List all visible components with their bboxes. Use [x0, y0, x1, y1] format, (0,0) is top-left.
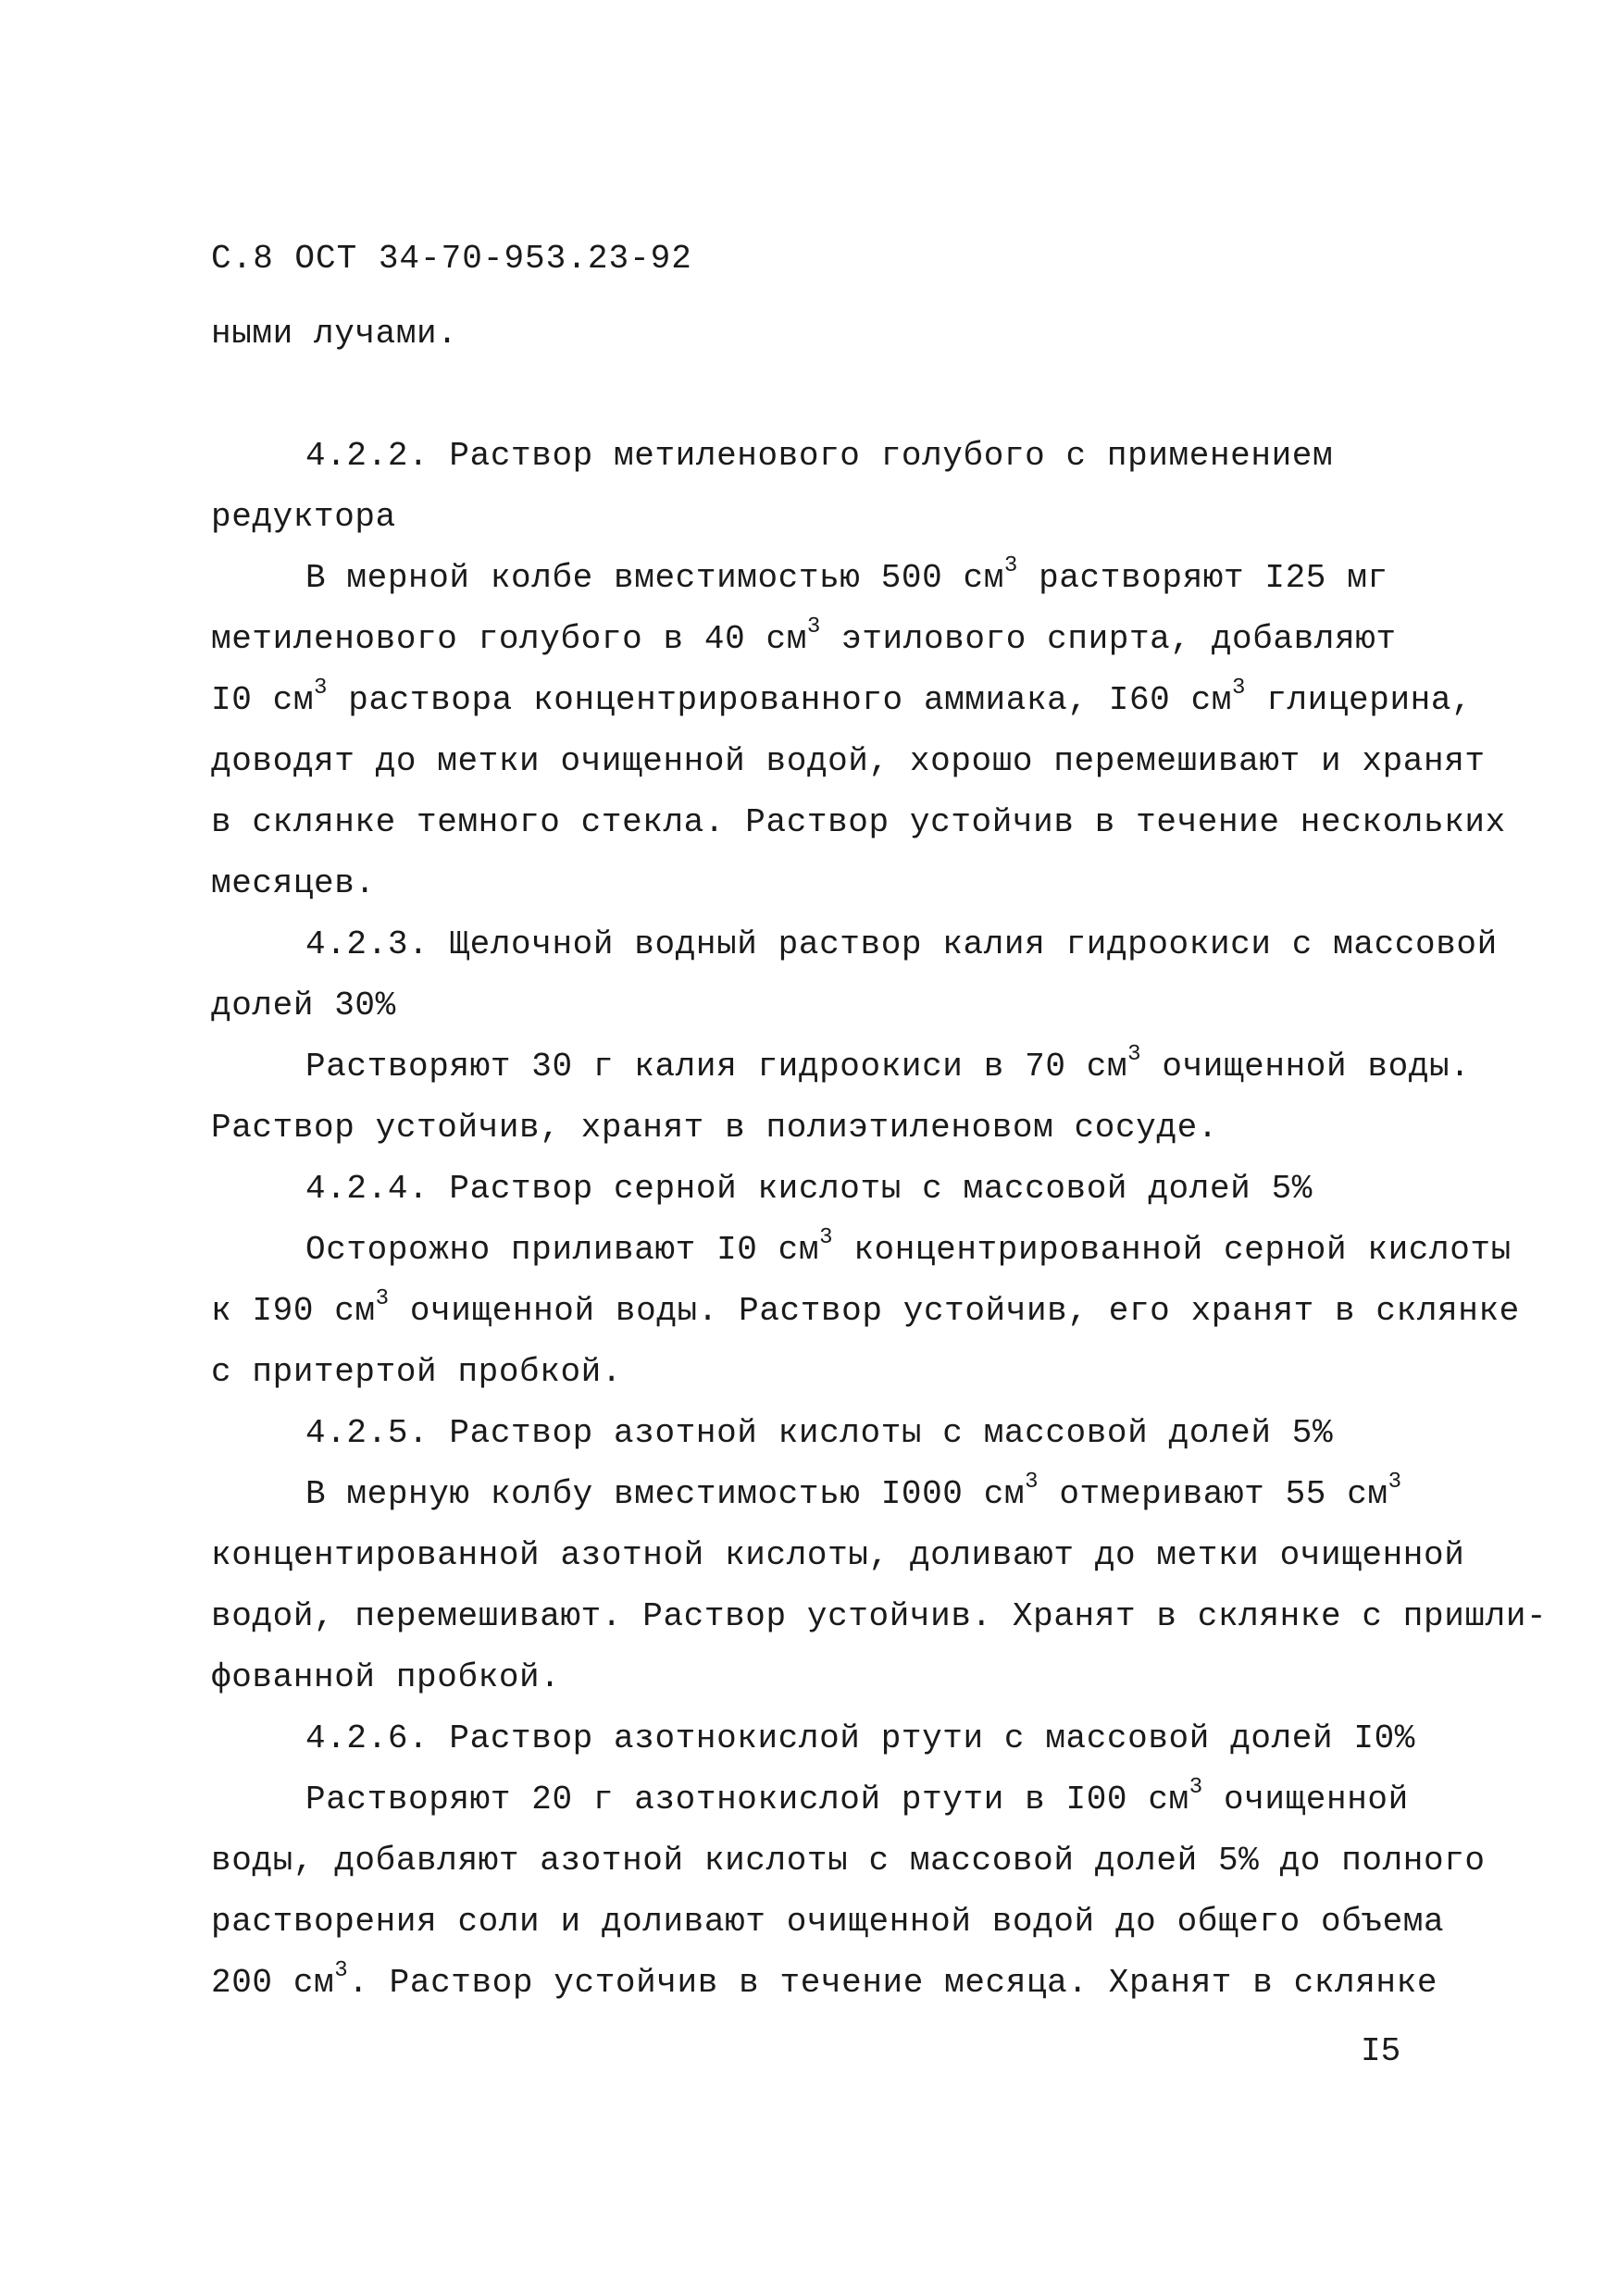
superscript-exponent: 3: [1189, 1775, 1203, 1800]
section-heading-4-2-4: 4.2.4. Раствор серной кислоты с массовой долей 5%: [305, 1170, 1313, 1208]
text-line: с притертой пробкой.: [211, 1353, 623, 1391]
text-line: месяцев.: [211, 864, 376, 902]
text-line: редуктора: [211, 498, 396, 536]
text-line: воды, добавляют азотной кислоты с массовой долей 5% до полного: [211, 1842, 1486, 1880]
text-line: Растворяют 20 г азотнокислой ртути в I00 $см^3$ очищенной: [305, 1775, 1409, 1818]
text-line: 200 $см^3$. Раствор устойчив в течение месяца. Хранят в склянке: [211, 1958, 1438, 2002]
text-line: долей 30%: [211, 987, 396, 1024]
text-line: к I90 $см^3$ очищенной воды. Раствор устойчив, его хранят в склянке: [211, 1286, 1520, 1330]
text-line: Раствор устойчив, хранят в полиэтиленовом сосуде.: [211, 1109, 1218, 1147]
section-heading-4-2-3: 4.2.3. Щелочной водный раствор калия гидроокиси с массовой: [305, 925, 1498, 963]
text-line: I0 $см^3$ раствора концентрированного аммиака, I60 $см^3$ глицерина,: [211, 676, 1473, 719]
section-heading-4-2-6: 4.2.6. Раствор азотнокислой ртути с массовой долей I0%: [305, 1719, 1415, 1757]
superscript-exponent: 3: [1003, 553, 1018, 578]
text-line: водой, перемешивают. Раствор устойчив. Хранят в склянке с пришли-: [211, 1597, 1548, 1635]
text-line: в склянке темного стекла. Раствор устойчив в течение нескольких: [211, 803, 1506, 841]
superscript-exponent: 3: [1388, 1470, 1402, 1495]
page-header: С.8 ОСТ 34-70-953.23-92: [211, 240, 692, 278]
page-number: I5: [1361, 2032, 1401, 2070]
superscript-exponent: 3: [314, 676, 329, 701]
superscript-exponent: 3: [1127, 1042, 1142, 1067]
text-line: ными лучами.: [211, 315, 458, 353]
superscript-exponent: 3: [819, 1225, 834, 1250]
superscript-exponent: 3: [1025, 1470, 1039, 1495]
section-heading-4-2-2: 4.2.2. Раствор метиленового голубого с применением: [305, 437, 1334, 475]
superscript-exponent: 3: [375, 1286, 390, 1311]
superscript-exponent: 3: [1232, 676, 1247, 701]
text-line: Осторожно приливают I0 $см^3$ концентрированной серной кислоты: [305, 1225, 1512, 1269]
text-line: В мерную колбу вместимостью I000 $см^3$ отмеривают 55 $см^3$: [305, 1470, 1402, 1513]
text-line: В мерной колбе вместимостью 500 $см^3$ растворяют I25 мг: [305, 553, 1388, 597]
superscript-exponent: 3: [806, 614, 821, 639]
text-line: концентированной азотной кислоты, доливают до метки очищенной: [211, 1536, 1465, 1574]
section-heading-4-2-5: 4.2.5. Раствор азотной кислоты с массовой долей 5%: [305, 1414, 1334, 1452]
superscript-exponent: 3: [334, 1958, 349, 1983]
text-line: Растворяют 30 г калия гидроокиси в 70 $см^3$ очищенной воды.: [305, 1042, 1471, 1086]
text-line: доводят до метки очищенной водой, хорошо перемешивают и хранят: [211, 742, 1486, 780]
text-line: метиленового голубого в 40 $см^3$ этилового спирта, добавляют: [211, 614, 1397, 658]
text-line: фованной пробкой.: [211, 1658, 561, 1696]
text-line: растворения соли и доливают очищенной водой до общего объема: [211, 1903, 1445, 1941]
